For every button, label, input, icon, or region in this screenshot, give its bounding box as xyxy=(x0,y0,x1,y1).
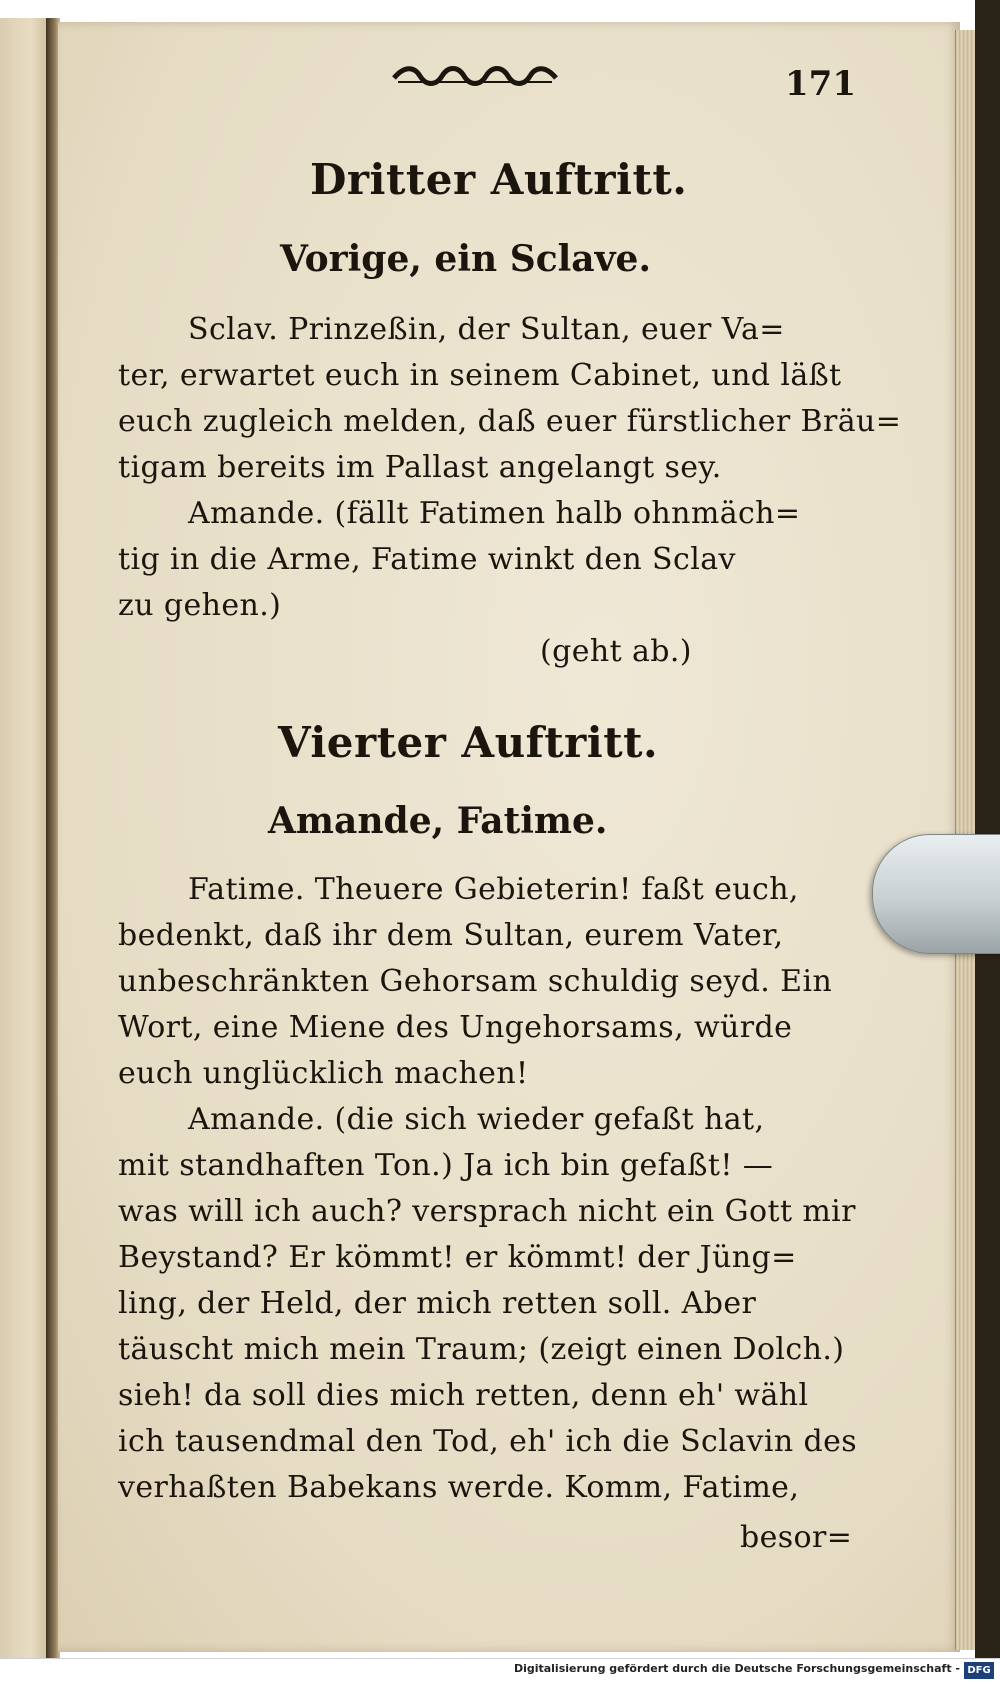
text-line: Amande. (fällt Fatimen halb ohnmäch= xyxy=(188,496,801,531)
text-line: unbeschränkten Gehorsam schuldig seyd. Ein xyxy=(118,964,833,999)
text-line: Amande. (die sich wieder gefaßt hat, xyxy=(188,1102,765,1137)
text-line: ter, erwartet euch in seinem Cabinet, und läßt xyxy=(118,358,842,393)
catchword: besor= xyxy=(740,1520,853,1555)
text-line: Beystand? Er kömmt! er kömmt! der Jüng= xyxy=(118,1240,797,1275)
text-line: ling, der Held, der mich retten soll. Aber xyxy=(118,1286,757,1321)
decorative-ornament-icon xyxy=(390,64,560,90)
bookmark-tab xyxy=(872,834,1000,954)
footer-credit: Digitalisierung gefördert durch die Deutsche Forschungsgemeinschaft - xyxy=(513,1662,960,1675)
text-line: sieh! da soll dies mich retten, denn eh' wähl xyxy=(118,1378,809,1413)
dfg-logo: DFG xyxy=(964,1662,994,1679)
stage-direction-exit: (geht ab.) xyxy=(540,634,692,669)
text-line: tig in die Arme, Fatime winkt den Sclav xyxy=(118,542,736,577)
scan-background-band xyxy=(975,0,1000,1660)
text-line: tigam bereits im Pallast angelangt sey. xyxy=(118,450,722,485)
text-line: mit standhaften Ton.) Ja ich bin gefaßt! — xyxy=(118,1148,774,1183)
text-line: euch unglücklich machen! xyxy=(118,1056,529,1091)
scene-3-cast: Vorige, ein Sclave. xyxy=(280,238,651,280)
scene-4-cast: Amande, Fatime. xyxy=(268,800,608,842)
text-line: bedenkt, daß ihr dem Sultan, eurem Vater, xyxy=(118,918,784,953)
page-number: 171 xyxy=(785,64,856,104)
text-line: was will ich auch? versprach nicht ein Gott mir xyxy=(118,1194,856,1229)
text-line: ich tausendmal den Tod, eh' ich die Sclavin des xyxy=(118,1424,858,1459)
text-line: Fatime. Theuere Gebieterin! faßt euch, xyxy=(188,872,799,907)
scene-4-title: Vierter Auftritt. xyxy=(278,718,659,767)
text-line: euch zugleich melden, daß euer fürstlicher Bräu= xyxy=(118,404,902,439)
scene-3-title: Dritter Auftritt. xyxy=(310,155,688,204)
text-line: Wort, eine Miene des Ungehorsams, würde xyxy=(118,1010,793,1045)
text-line: zu gehen.) xyxy=(118,588,282,623)
text-line: verhaßten Babekans werde. Komm, Fatime, xyxy=(118,1470,800,1505)
digitization-footer xyxy=(0,1658,1000,1684)
text-line: Sclav. Prinzeßin, der Sultan, euer Va= xyxy=(188,312,785,347)
text-line: täuscht mich mein Traum; (zeigt einen Dolch.) xyxy=(118,1332,845,1367)
